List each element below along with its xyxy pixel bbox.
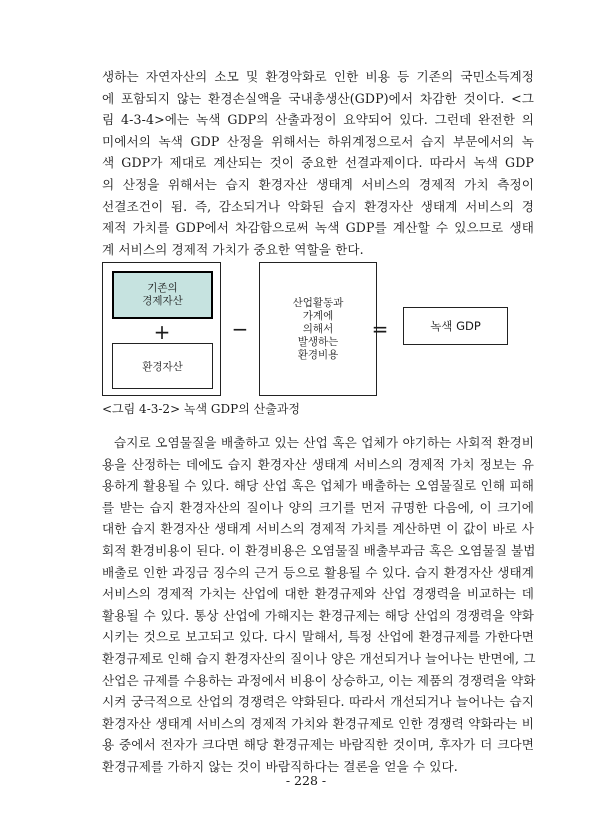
text-line: 용 중에서 전자가 크다면 해당 환경규제는 바람직한 것이며, 후자가 더 크다면 xyxy=(102,737,534,753)
text-line: 용을 산정하는 데에도 습지 환경자산 생태계 서비스의 경제적 가치 정보는 유 xyxy=(102,456,534,472)
text-line: 제적 가치를 GDP에서 차감함으로써 녹색 GDP를 계산할 수 있으므로 생태 xyxy=(102,220,534,236)
text-line: 대한 습지 환경자산 생태계 서비스의 경제적 가치를 계산하면 이 값이 바로 사 xyxy=(102,521,534,537)
page-number: - 228 - xyxy=(285,773,327,788)
text-line: 서비스의 경제적 가치는 산업에 대한 환경규제와 산업 경쟁력을 비교하는 데 xyxy=(102,586,534,602)
text-line: 산업은 규제를 수용하는 과정에서 비용이 상승하고, 이는 제품의 경쟁력을 약화 xyxy=(102,672,536,688)
text-line: 환경자산 생태계 서비스의 경제적 가치와 환경규제로 인한 경쟁력 약화라는 비 xyxy=(102,715,534,731)
green-gdp-box: 녹색 GDP xyxy=(403,307,508,345)
text-line: 회적 환경비용이 된다. 이 환경비용은 오염물질 배출부과금 혹은 오염물질 불법 xyxy=(102,542,536,558)
minus-sign: − xyxy=(231,317,249,341)
text-line: 계 서비스의 경제적 가치가 중요한 역할을 한다. xyxy=(102,241,364,257)
text-line: 습지로 오염물질을 배출하고 있는 산업 혹은 업체가 야기하는 사회적 환경비 xyxy=(114,435,534,450)
text-line: 를 받는 습지 환경자산의 질이나 양의 크기를 먼저 규명한 다음에, 이 크기에 xyxy=(102,499,534,515)
text-line: 에 포함되지 않는 환경손실액을 국내총생산(GDP)에서 차감한 것이다. <그 xyxy=(102,90,534,106)
text-line: 환경규제로 인해 습지 환경자산의 질이나 양은 개선되거나 늘어나는 반면에, 그 xyxy=(102,650,536,666)
assets-group-box xyxy=(102,262,221,396)
text-line: 색 GDP가 제대로 계산되는 것이 중요한 선결과제이다. 따라서 녹색 GDP xyxy=(102,155,534,171)
figure-caption: <그림 4-3-2> 녹색 GDP의 산출과정 xyxy=(102,402,300,416)
environmental-cost-box: 산업활동과 가계에 의해서 발생하는 환경비용 xyxy=(259,262,377,396)
body-paragraph-1 xyxy=(102,66,534,260)
text-line: 미에서의 녹색 GDP 산정을 위해서는 하위계정으로서 습지 부문에서의 녹 xyxy=(102,133,534,149)
body-paragraph-2 xyxy=(102,432,534,778)
text-line: 활용될 수 있다. 통상 산업에 가해지는 환경규제는 해당 산업의 경쟁력을 약화 xyxy=(102,607,534,623)
existing-economic-assets-box: 기존의 경제자산 xyxy=(112,271,213,319)
text-line: 선결조건이 됨. 즉, 감소되거나 악화된 습지 환경자산 생태계 서비스의 경 xyxy=(102,198,534,214)
environmental-assets-box: 환경자산 xyxy=(112,343,213,389)
text-line: 배출로 인한 과징금 징수의 근거 등으로 활용될 수 있다. 습지 환경자산 생태계 xyxy=(102,564,534,580)
text-line: 환경규제를 가하지 않는 것이 바람직하다는 결론을 얻을 수 있다. xyxy=(102,758,458,774)
text-line: 의 산정을 위해서는 습지 환경자산 생태계 서비스의 경제적 가치 측정이 xyxy=(102,176,534,192)
equals-sign: = xyxy=(371,317,389,341)
text-line: 시키는 것으로 보고되고 있다. 다시 말해서, 특정 산업에 환경규제를 가한다면 xyxy=(102,629,534,645)
text-line: 용하게 활용될 수 있다. 해당 산업 혹은 업체가 배출하는 오염물질로 인해 피해 xyxy=(102,478,534,494)
plus-sign: + xyxy=(153,320,171,344)
text-line: 림 4-3-4>에는 녹색 GDP의 산출과정이 요약되어 있다. 그런데 완전한 의 xyxy=(102,112,534,128)
green-gdp-diagram xyxy=(102,262,522,398)
text-line: 생하는 자연자산의 소모 및 환경악화로 인한 비용 등 기존의 국민소득계정 xyxy=(102,69,534,84)
text-line: 시켜 궁극적으로 산업의 경쟁력은 약화된다. 따라서 개선되거나 늘어나는 습지 xyxy=(102,694,534,710)
